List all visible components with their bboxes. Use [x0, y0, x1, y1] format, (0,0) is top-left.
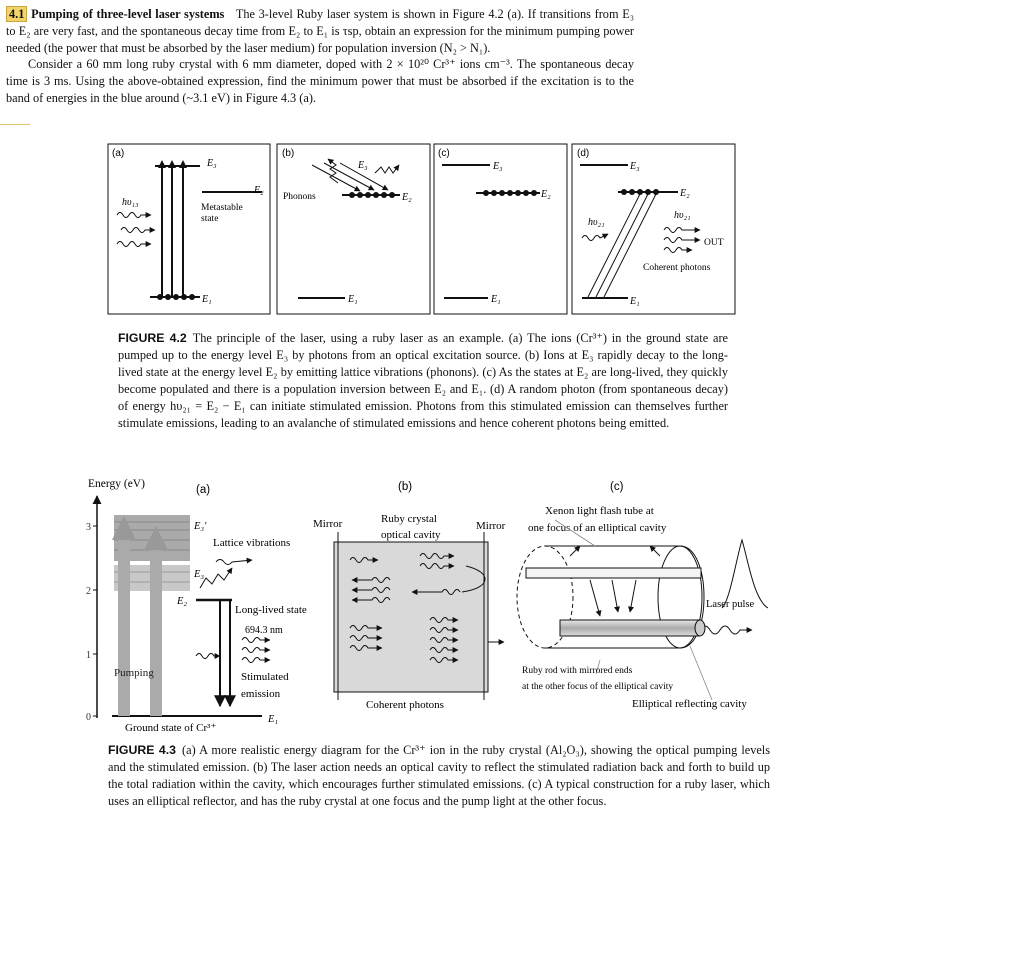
fig43-panel-a-label: (a): [196, 484, 211, 496]
panel-a-label: (a): [112, 148, 125, 159]
panel-d-frame: [572, 144, 735, 314]
e3-prime-label: E₃′: [194, 521, 207, 532]
problem-text-1: The 3-level Ruby laser system is shown in Figure 4.2 (a). If transitions from E₃ to E₂ are very fast, and the spontaneous decay time from E₂ to E₁ is τsp, obtain an expression for the minimum pumping power needed (the power that must be absorbed by the laser medium) for population inversion (N₂ > N₁).: [6, 7, 635, 55]
figure-4-2: [100, 140, 740, 320]
panel-d-e2: E₂: [680, 188, 690, 199]
fig43-coherent-label: Coherent photons: [366, 699, 444, 711]
panel-a-frame: [108, 144, 270, 314]
ruby-rod-label-2: at the other focus of the elliptical cavity: [522, 682, 674, 692]
panel-b-label: (b): [282, 148, 295, 159]
pumping-label: Pumping: [114, 667, 154, 679]
mirror-left-label: Mirror: [313, 518, 343, 530]
panel-d-e1: E₁: [630, 296, 640, 307]
panel-d-e3: E₃: [630, 161, 640, 172]
panel-b-e2: E₂: [402, 192, 412, 203]
tick-0: 0: [86, 712, 91, 723]
lattice-label: Lattice vibrations: [213, 537, 291, 549]
problem-statement: [6, 6, 634, 107]
panel-c-e3: E₃: [493, 161, 503, 172]
panel-a-e3: E₃: [207, 158, 217, 169]
ruby-cavity-label-2: optical cavity: [381, 529, 441, 541]
figure-4-3: [80, 470, 780, 740]
figure-4-2-caption-text: The principle of the laser, using a ruby laser as an example. (a) The ions (Cr³⁺) in the ground state are pumped up to the energy level E₃ by photons from an optical excitation source. (b) Ions at E₃ rapidly decay to the long-lived state at the energy level E₂ by emitting lattice vibrations (phonons). (c) As the states at E₂ are long-lived, they quickly become populated and there is a population inversion between E₂ and E₁. (d) A random photon (from spontaneous decay) of energy hυ₂₁ = E₂ − E₁ can initiate stimulated emission. Photons from this stimulated emission can themselves further stimulate emissions, leading to an avalanche of stimulated emissions and hence coherent photons being emitted.: [118, 331, 729, 430]
panel-c-label: (c): [438, 148, 450, 159]
panel-b-e1: E₁: [348, 294, 358, 305]
xenon-label-2: one focus of an elliptical cavity: [528, 522, 667, 534]
panel-d-label: (d): [577, 148, 590, 159]
fig43-e1-label: E₁: [268, 714, 279, 725]
figure-4-3-caption-text: (a) A more realistic energy diagram for the Cr³⁺ ion in the ruby crystal (Al₂O₃), showing the optical pumping levels and the stimulated emission. (b) The laser action needs an optical cavity to reflect the stimulated radiation back and forth to build up the total radiation within the cavity, which encourages further stimulated emissions. (c) A typical construction for a ruby laser, which uses an elliptical reflector, and has the ruby crystal at one focus and the pump light at the other focus.: [108, 743, 771, 808]
tick-3: 3: [86, 522, 91, 533]
ruby-rod: [560, 620, 700, 636]
panel-c-e2: E₂: [541, 189, 551, 200]
fig43-e3-label: E₃: [194, 569, 205, 580]
panel-b-frame: [277, 144, 430, 314]
figure-4-3-caption: [108, 742, 770, 810]
stimulated-label-2: emission: [241, 688, 281, 700]
ruby-cavity-rect: [334, 542, 488, 692]
panel-b-e3: E₃: [358, 160, 368, 171]
ruby-rod-label-1: Ruby rod with mirrored ends: [522, 666, 633, 676]
panel-c-e1: E₁: [491, 294, 501, 305]
ground-state-label: Ground state of Cr³⁺: [125, 722, 217, 734]
figure-4-2-label: FIGURE 4.2: [118, 331, 187, 345]
problem-para-2: Consider a 60 mm long ruby crystal with 6 mm diameter, doped with 2 × 10²⁰ Cr³⁺ ions cm⁻³. The spontaneous decay time is 3 ms. Using the above-obtained expression, find the minimum power that must be absorbed if the excitation is to the band of energies in the blue around (~3.1 eV) in Figure 4.3 (a).: [6, 57, 634, 105]
panel-d-hv21-left: hυ₂₁: [588, 217, 605, 228]
ruby-cavity-label-1: Ruby crystal: [381, 513, 437, 525]
figure-4-2-caption: [118, 330, 728, 432]
problem-number: 4.1: [6, 6, 27, 22]
section-divider: [0, 124, 30, 125]
xenon-label-1: Xenon light flash tube at: [545, 505, 654, 517]
fig43-panel-c-label: (c): [610, 481, 624, 493]
tick-1: 1: [86, 650, 91, 661]
figure-4-3-label: FIGURE 4.3: [108, 743, 177, 757]
energy-axis-label: Energy (eV): [88, 478, 145, 490]
panel-a-e2: E₂: [254, 185, 264, 196]
fig43-e2-label: E₂: [177, 596, 188, 607]
panel-d-hv21-right: hυ₂₁: [674, 210, 691, 221]
problem-title: Pumping of three-level laser systems: [31, 7, 225, 21]
coherent-photons-label: Coherent photons: [643, 263, 711, 273]
metastable-label-1: Metastable: [201, 203, 243, 213]
tick-2: 2: [86, 586, 91, 597]
reflecting-cavity-label: Elliptical reflecting cavity: [632, 698, 747, 710]
panel-a-e1: E₁: [202, 294, 212, 305]
metastable-label-2: state: [201, 214, 219, 224]
mirror-right-label: Mirror: [476, 520, 506, 532]
problem-para-1: [6, 6, 634, 56]
stimulated-label-1: Stimulated: [241, 671, 289, 683]
phonons-label: Phonons: [283, 192, 316, 202]
wavelength-label: 694.3 nm: [245, 625, 283, 636]
hv13-label: hυ₁₃: [122, 197, 139, 208]
longlived-label: Long-lived state: [235, 604, 307, 616]
fig43-panel-b-label: (b): [398, 481, 413, 493]
out-label: OUT: [704, 238, 724, 248]
laser-pulse-label: Laser pulse: [706, 599, 755, 610]
